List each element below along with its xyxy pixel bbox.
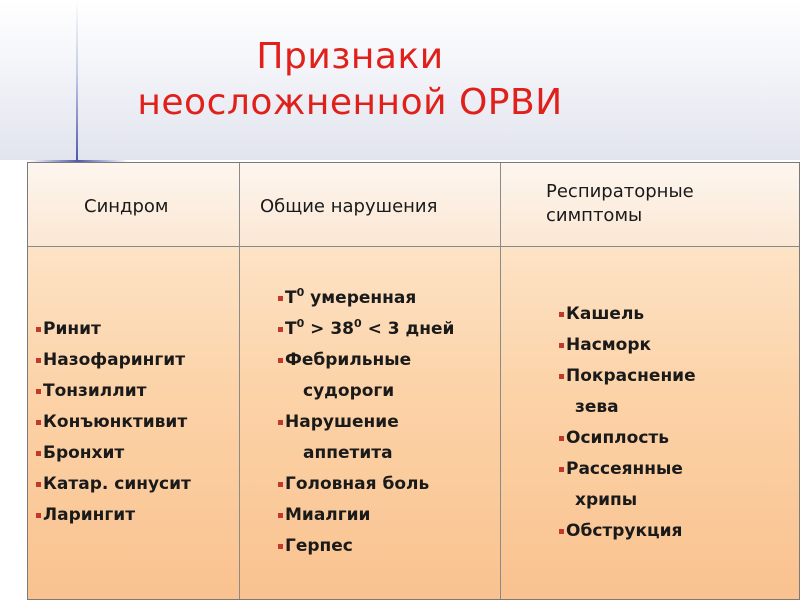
list-item: Головная боль bbox=[278, 469, 454, 500]
bullet-icon bbox=[278, 544, 283, 549]
symptoms-table bbox=[27, 162, 800, 600]
list-item: Конъюнктивит bbox=[36, 407, 191, 438]
syndrome-list bbox=[36, 314, 191, 531]
bullet-icon bbox=[559, 529, 564, 534]
list-item: Миалгии bbox=[278, 500, 454, 531]
column-divider-2 bbox=[500, 162, 501, 600]
list-item: Герпес bbox=[278, 531, 454, 562]
bullet-icon bbox=[36, 513, 41, 518]
bullet-icon bbox=[278, 296, 283, 301]
bullet-icon bbox=[36, 358, 41, 363]
list-item: $Т^0$ умеренная bbox=[278, 283, 454, 314]
list-item: Обструкция bbox=[559, 516, 696, 547]
page-title bbox=[120, 34, 580, 126]
bullet-icon bbox=[278, 513, 283, 518]
general-disorders-list bbox=[278, 283, 454, 562]
title-line-1: Признаки bbox=[256, 36, 444, 77]
decorative-vertical-line bbox=[76, 0, 78, 160]
list-item: Ларингит bbox=[36, 500, 191, 531]
bullet-icon bbox=[559, 343, 564, 348]
list-item: Нарушение аппетита bbox=[278, 407, 454, 469]
list-item: Бронхит bbox=[36, 438, 191, 469]
list-item: Насморк bbox=[559, 330, 696, 361]
list-item: Рассеянные хрипы bbox=[559, 454, 696, 516]
respiratory-symptoms-list bbox=[559, 299, 696, 547]
list-item: Покраснение зева bbox=[559, 361, 696, 423]
bullet-icon bbox=[36, 451, 41, 456]
bullet-icon bbox=[559, 374, 564, 379]
header-syndrome: Синдром bbox=[84, 196, 169, 217]
row-divider bbox=[27, 246, 800, 247]
bullet-icon bbox=[36, 420, 41, 425]
list-item: Тонзиллит bbox=[36, 376, 191, 407]
bullet-icon bbox=[278, 482, 283, 487]
list-item: Ринит bbox=[36, 314, 191, 345]
bullet-icon bbox=[559, 467, 564, 472]
title-line-2: неосложненной ОРВИ bbox=[137, 82, 563, 123]
bullet-icon bbox=[36, 389, 41, 394]
header-respiratory-line-1: Респираторные bbox=[546, 181, 694, 202]
list-item: $Т^0 > 38^0 < 3$ дней bbox=[278, 314, 454, 345]
bullet-icon bbox=[278, 420, 283, 425]
list-item: Фебрильные судороги bbox=[278, 345, 454, 407]
bullet-icon bbox=[36, 327, 41, 332]
bullet-icon bbox=[278, 327, 283, 332]
list-item: Кашель bbox=[559, 299, 696, 330]
bullet-icon bbox=[559, 312, 564, 317]
list-item: Катар. синусит bbox=[36, 469, 191, 500]
bullet-icon bbox=[36, 482, 41, 487]
column-divider-1 bbox=[239, 162, 240, 600]
list-item: Назофарингит bbox=[36, 345, 191, 376]
bullet-icon bbox=[559, 436, 564, 441]
header-respiratory-symptoms bbox=[546, 180, 786, 228]
list-item: Осиплость bbox=[559, 423, 696, 454]
header-respiratory-line-2: симптомы bbox=[546, 205, 643, 226]
header-general-disorders: Общие нарушения bbox=[260, 196, 438, 217]
bullet-icon bbox=[278, 358, 283, 363]
